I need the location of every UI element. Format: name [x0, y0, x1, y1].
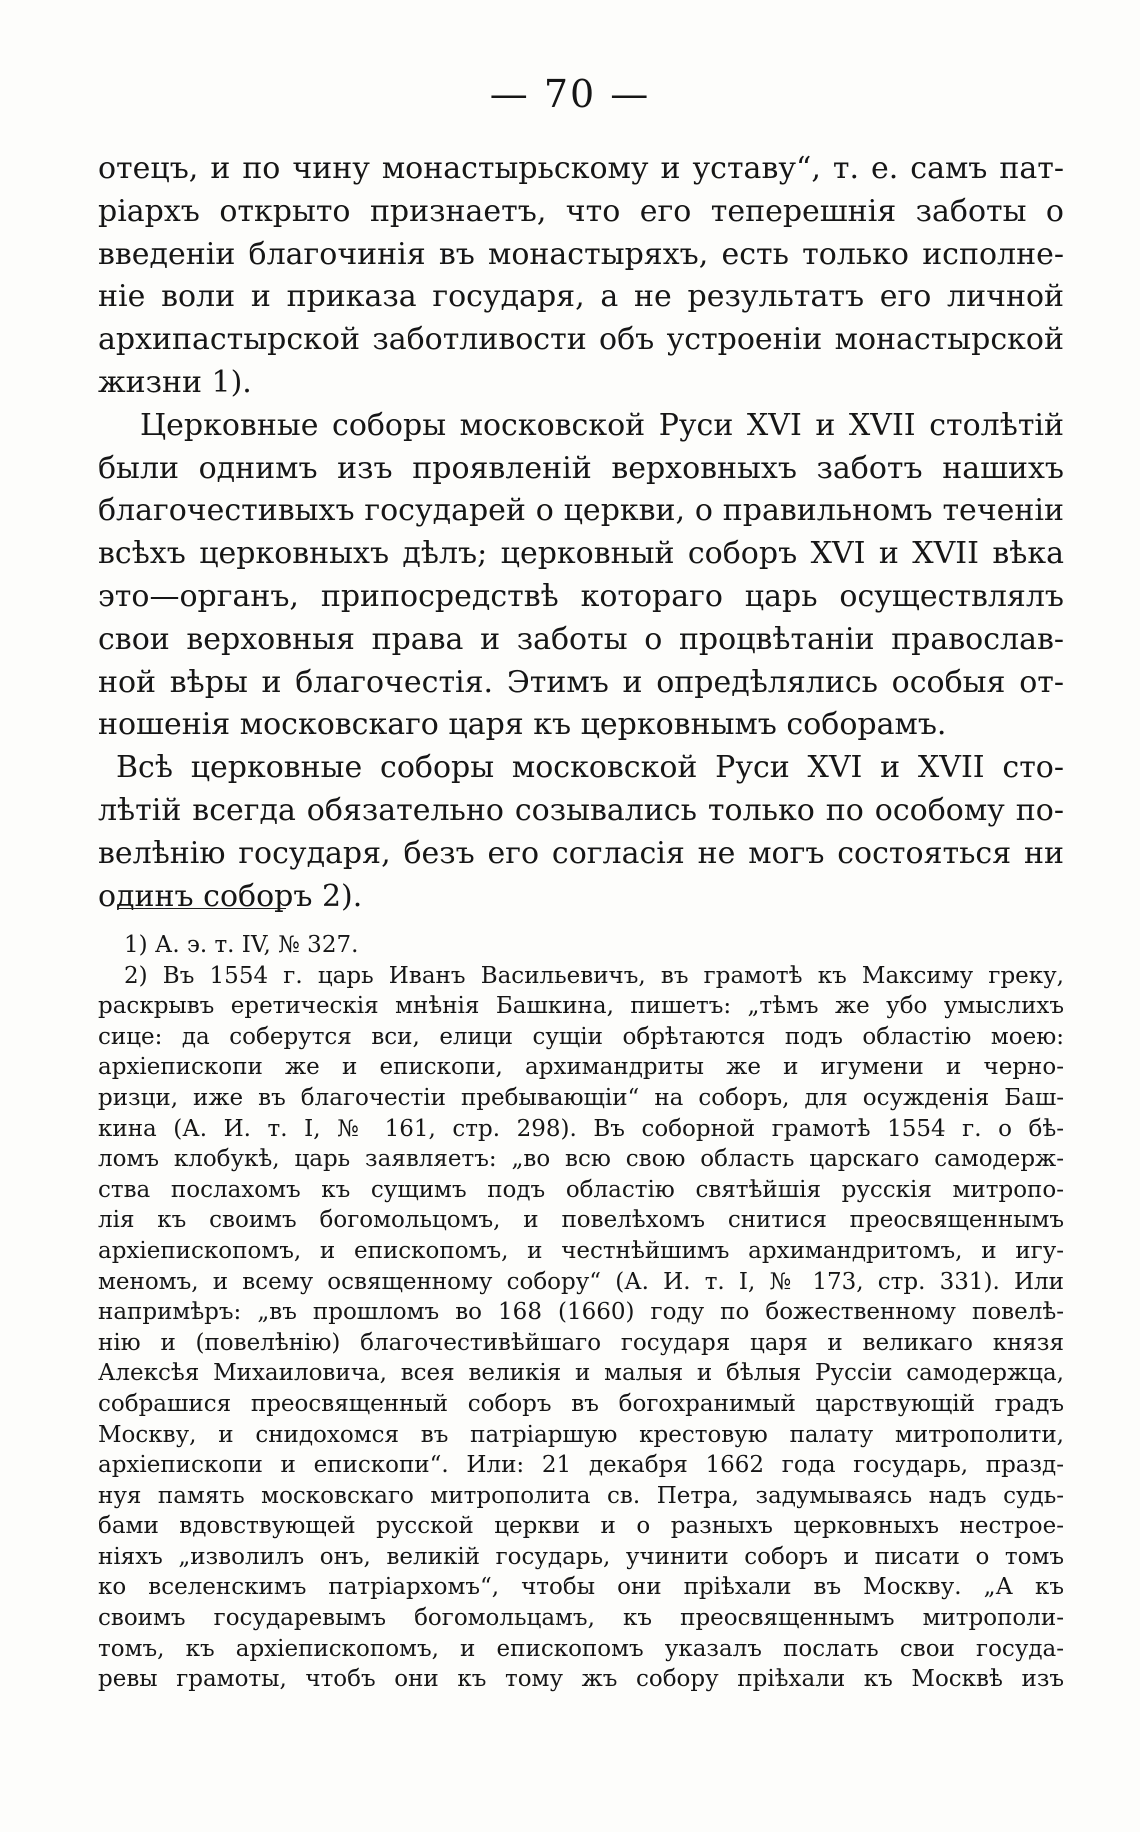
footnote-divider [118, 908, 286, 909]
footnote-line: ства послахомъ къ сущимъ подъ областію святѣйшія русскія митропо- [98, 1176, 1064, 1203]
text-line: ной вѣры и благочестія. Этимъ и опредѣлялись особыя от- [98, 664, 1064, 700]
footnote-1: 1) А. э. т. IV, № 327. [124, 932, 359, 958]
text-line: отецъ, и по чину монастырьскому и уставу“, т. е. самъ пат- [98, 151, 1064, 186]
footnote-line: архіепископи же и епископи, архимандриты же и игумени и черно- [98, 1054, 1064, 1081]
footnote-line: своимъ государевымъ богомольцамъ, къ преосвященнымъ митрополи- [98, 1605, 1064, 1632]
text-line: благочестивыхъ государей о церкви, о правильномъ теченіи [98, 493, 1064, 529]
main-text [98, 148, 1064, 918]
paragraph-start: Всѣ церковные соборы московской Руси XVI и XVII сто- [116, 750, 1064, 786]
footnote-line: сице: да соберутся вси, елици сущіи обрѣтаются подъ областію моею: [98, 1023, 1064, 1050]
paragraph-start: Церковные соборы московской Руси XVI и XVII столѣтій [140, 407, 1064, 443]
text-line: жизни 1). [98, 364, 252, 400]
text-line: архипастырской заботливости объ устроеніи монастырской [98, 322, 1064, 358]
footnote-2: 2) Въ 1554 г. царь Иванъ Васильевичъ, въ грамотѣ къ Максиму греку, [124, 962, 1064, 989]
footnote-line: напримѣръ: „въ прошломъ во 168 (1660) году по божественному повелѣ- [98, 1299, 1064, 1326]
text-line: одинъ соборъ 2). [98, 878, 363, 914]
footnote-line: томъ, къ архіепископомъ, и епископомъ указалъ послать свои госуда- [98, 1635, 1064, 1662]
footnote-line: Москву, и снидохомся въ патріаршую крестовую палату митрополити, [98, 1421, 1064, 1448]
footnote-line: Алексѣя Михаиловича, всея великія и малыя и бѣлыя Руссіи самодержца, [98, 1360, 1064, 1387]
footnote-line: ко вселенскимъ патріархомъ“, чтобы они пріѣхали въ Москву. „А къ [98, 1574, 1064, 1601]
text-line: свои верховныя права и заботы о процвѣтаніи православ- [98, 621, 1064, 657]
footnote-line: нуя память московскаго митрополита св. Петра, задумываясь надъ судь- [98, 1482, 1064, 1509]
footnote-line: ревы грамоты, чтобъ они къ тому жъ собору пріѣхали къ Москвѣ изъ [98, 1666, 1064, 1693]
text-line: были однимъ изъ проявленій верховныхъ заботъ нашихъ [98, 450, 1064, 486]
footnote-line: ризци, иже въ благочестіи пребывающіи“ на соборъ, для осужденія Баш- [98, 1084, 1064, 1111]
text-line: всѣхъ церковныхъ дѣлъ; церковный соборъ XVI и XVII вѣка [98, 536, 1064, 572]
footnote-line: архіепископомъ, и епископомъ, и честнѣйшимъ архимандритомъ, и игу- [98, 1237, 1064, 1264]
footnote-line: кина (А. И. т. I, № 161, стр. 298). Въ соборной грамотѣ 1554 г. о бѣ- [98, 1115, 1064, 1142]
footnote-line: меномъ, и всему освященному собору“ (А. И. т. I, № 173, стр. 331). Или [98, 1268, 1064, 1295]
text-line: ніе воли и приказа государя, а не результатъ его личной [98, 279, 1064, 315]
text-line: введеніи благочинія въ монастыряхъ, есть только исполне- [98, 236, 1064, 272]
text-line: велѣнію государя, безъ его согласія не могъ состояться ни [98, 835, 1064, 871]
text-line: ріархъ открыто признаетъ, что его теперешнія заботы о [98, 193, 1064, 229]
footnotes [98, 930, 1064, 1695]
text-line: ношенія московскаго царя къ церковнымъ соборамъ. [98, 707, 947, 743]
footnote-line: нію и (повелѣнію) благочестивѣйшаго государя царя и великаго князя [98, 1329, 1064, 1356]
text-line: это—органъ, припосредствѣ котораго царь осуществлялъ [98, 578, 1064, 614]
footnote-line: лія къ своимъ богомольцомъ, и повелѣхомъ снитися преосвященнымъ [98, 1207, 1064, 1234]
footnote-line: бами вдовствующей русской церкви и о разныхъ церковныхъ нестрое- [98, 1513, 1064, 1540]
page-number: — 70 — [489, 72, 651, 116]
footnote-line: архіепископи и епископи“. Или: 21 декабря 1662 года государь, празд- [98, 1452, 1064, 1479]
footnote-line: ніяхъ „изволилъ онъ, великій государь, учинити соборъ и писати о томъ [98, 1543, 1064, 1570]
footnote-line: ломъ клобукѣ, царь заявляетъ: „во всю свою область царскаго самодерж- [98, 1146, 1064, 1173]
footnote-line: собрашися преосвященный соборъ въ богохранимый царствующій градъ [98, 1390, 1064, 1417]
text-line: лѣтій всегда обязательно созывались только по особому по- [98, 792, 1064, 828]
footnote-line: раскрывъ еретическія мнѣнія Башкина, пишетъ: „тѣмъ же убо умыслихъ [98, 993, 1064, 1020]
